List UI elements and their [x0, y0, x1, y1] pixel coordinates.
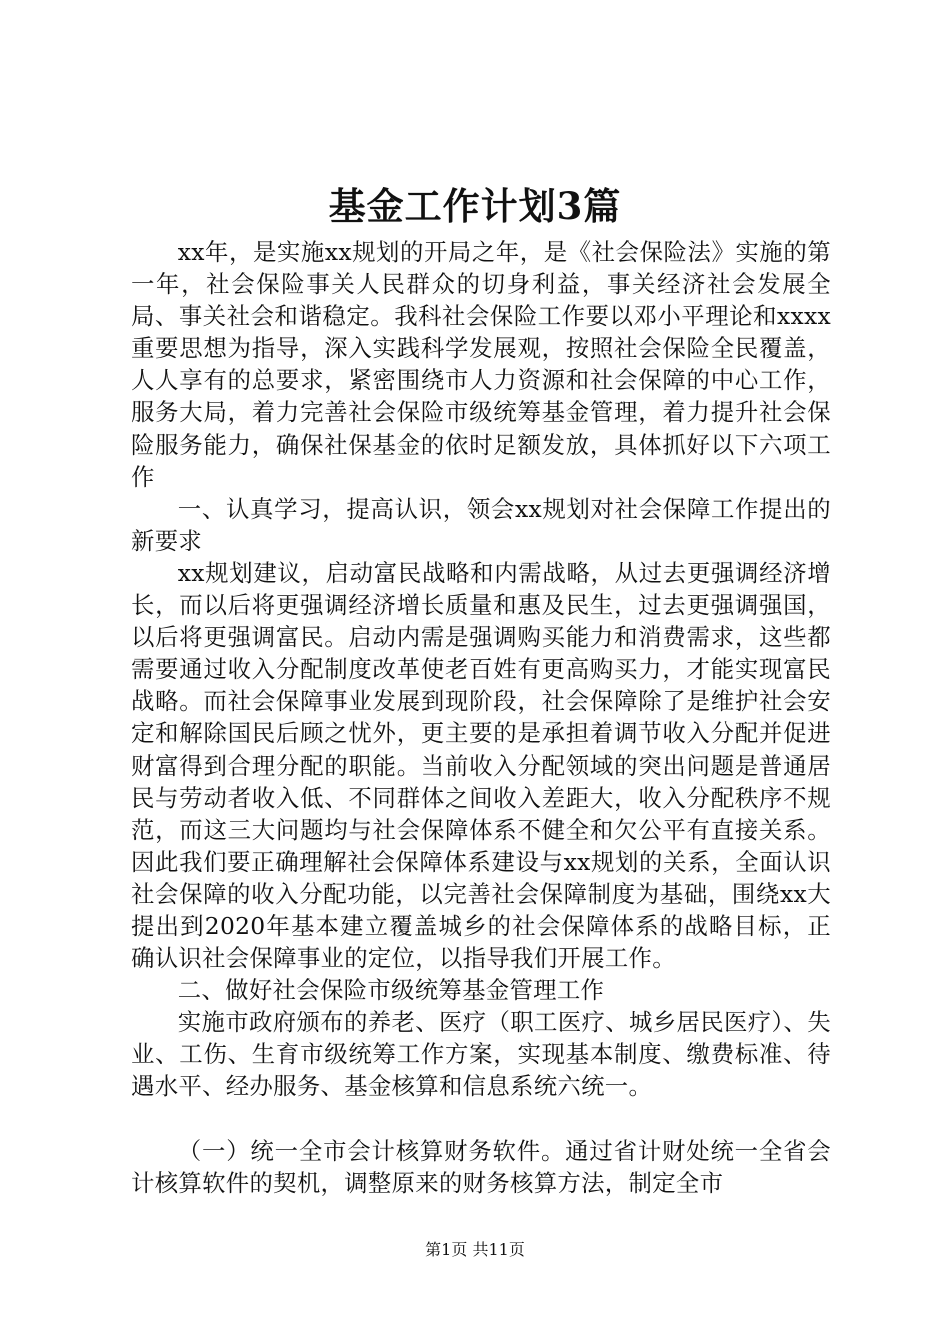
- section-heading-1: 一、认真学习，提高认识，领会xx规划对社会保障工作提出的新要求: [131, 494, 831, 555]
- page-total: 共11页: [472, 1240, 525, 1259]
- document-body: [131, 236, 831, 1199]
- paragraph-section-1: xx规划建议，启动富民战略和内需战略，从过去更强调经济增长，而以后将更强调经济增长质量和惠及民生，过去更强调强国，以后将更强调富民。启动内需是强调购买能力和消费需求，这些都需要通过收入分配制度改革使老百姓有更高购买力，才能实现富民战略。而社会保障事业发展到现阶段，社会保障除了是维护社会安定和解除国民后顾之忧外，更主要的是承担着调节收入分配并促进财富得到合理分配的职能。当前收入分配领域的突出问题是普通居民与劳动者收入低、不同群体之间收入差距大，收入分配秩序不规范，而这三大问题均与社会保障体系不健全和欠公平有直接关系。因此我们要正确理解社会保障体系建设与xx规划的关系，全面认识社会保障的收入分配功能，以完善社会保障制度为基础，围绕xx大提出到2020年基本建立覆盖城乡的社会保障体系的战略目标，正确认识社会保障事业的定位，以指导我们开展工作。: [131, 558, 831, 973]
- page-number: 第1页: [425, 1240, 468, 1259]
- paragraph-intro: xx年，是实施xx规划的开局之年，是《社会保险法》实施的第一年，社会保险事关人民群众的切身利益，事关经济社会发展全局、事关社会和谐稳定。我科社会保险工作要以邓小平理论和xxxx重要思想为指导，深入实践科学发展观，按照社会保险全民覆盖，人人享有的总要求，紧密围绕市人力资源和社会保障的中心工作，服务大局，着力完善社会保险市级统筹基金管理，着力提升社会保险服务能力，确保社保基金的依时足额发放，具体抓好以下六项工作: [131, 238, 831, 491]
- page-footer: [0, 1240, 950, 1260]
- paragraph-section-2: 实施市政府颁布的养老、医疗（职工医疗、城乡居民医疗）、失业、工伤、生育市级统筹工作方案，实现基本制度、缴费标准、待遇水平、经办服务、基金核算和信息系统六统一。: [131, 1008, 831, 1101]
- subsection-1: （一）统一全市会计核算财务软件。通过省计财处统一全省会计核算软件的契机，调整原来的财务核算方法，制定全市: [131, 1136, 831, 1197]
- section-heading-2: 二、做好社会保险市级统筹基金管理工作: [177, 976, 605, 1005]
- document-title: 基金工作计划3篇: [328, 184, 622, 228]
